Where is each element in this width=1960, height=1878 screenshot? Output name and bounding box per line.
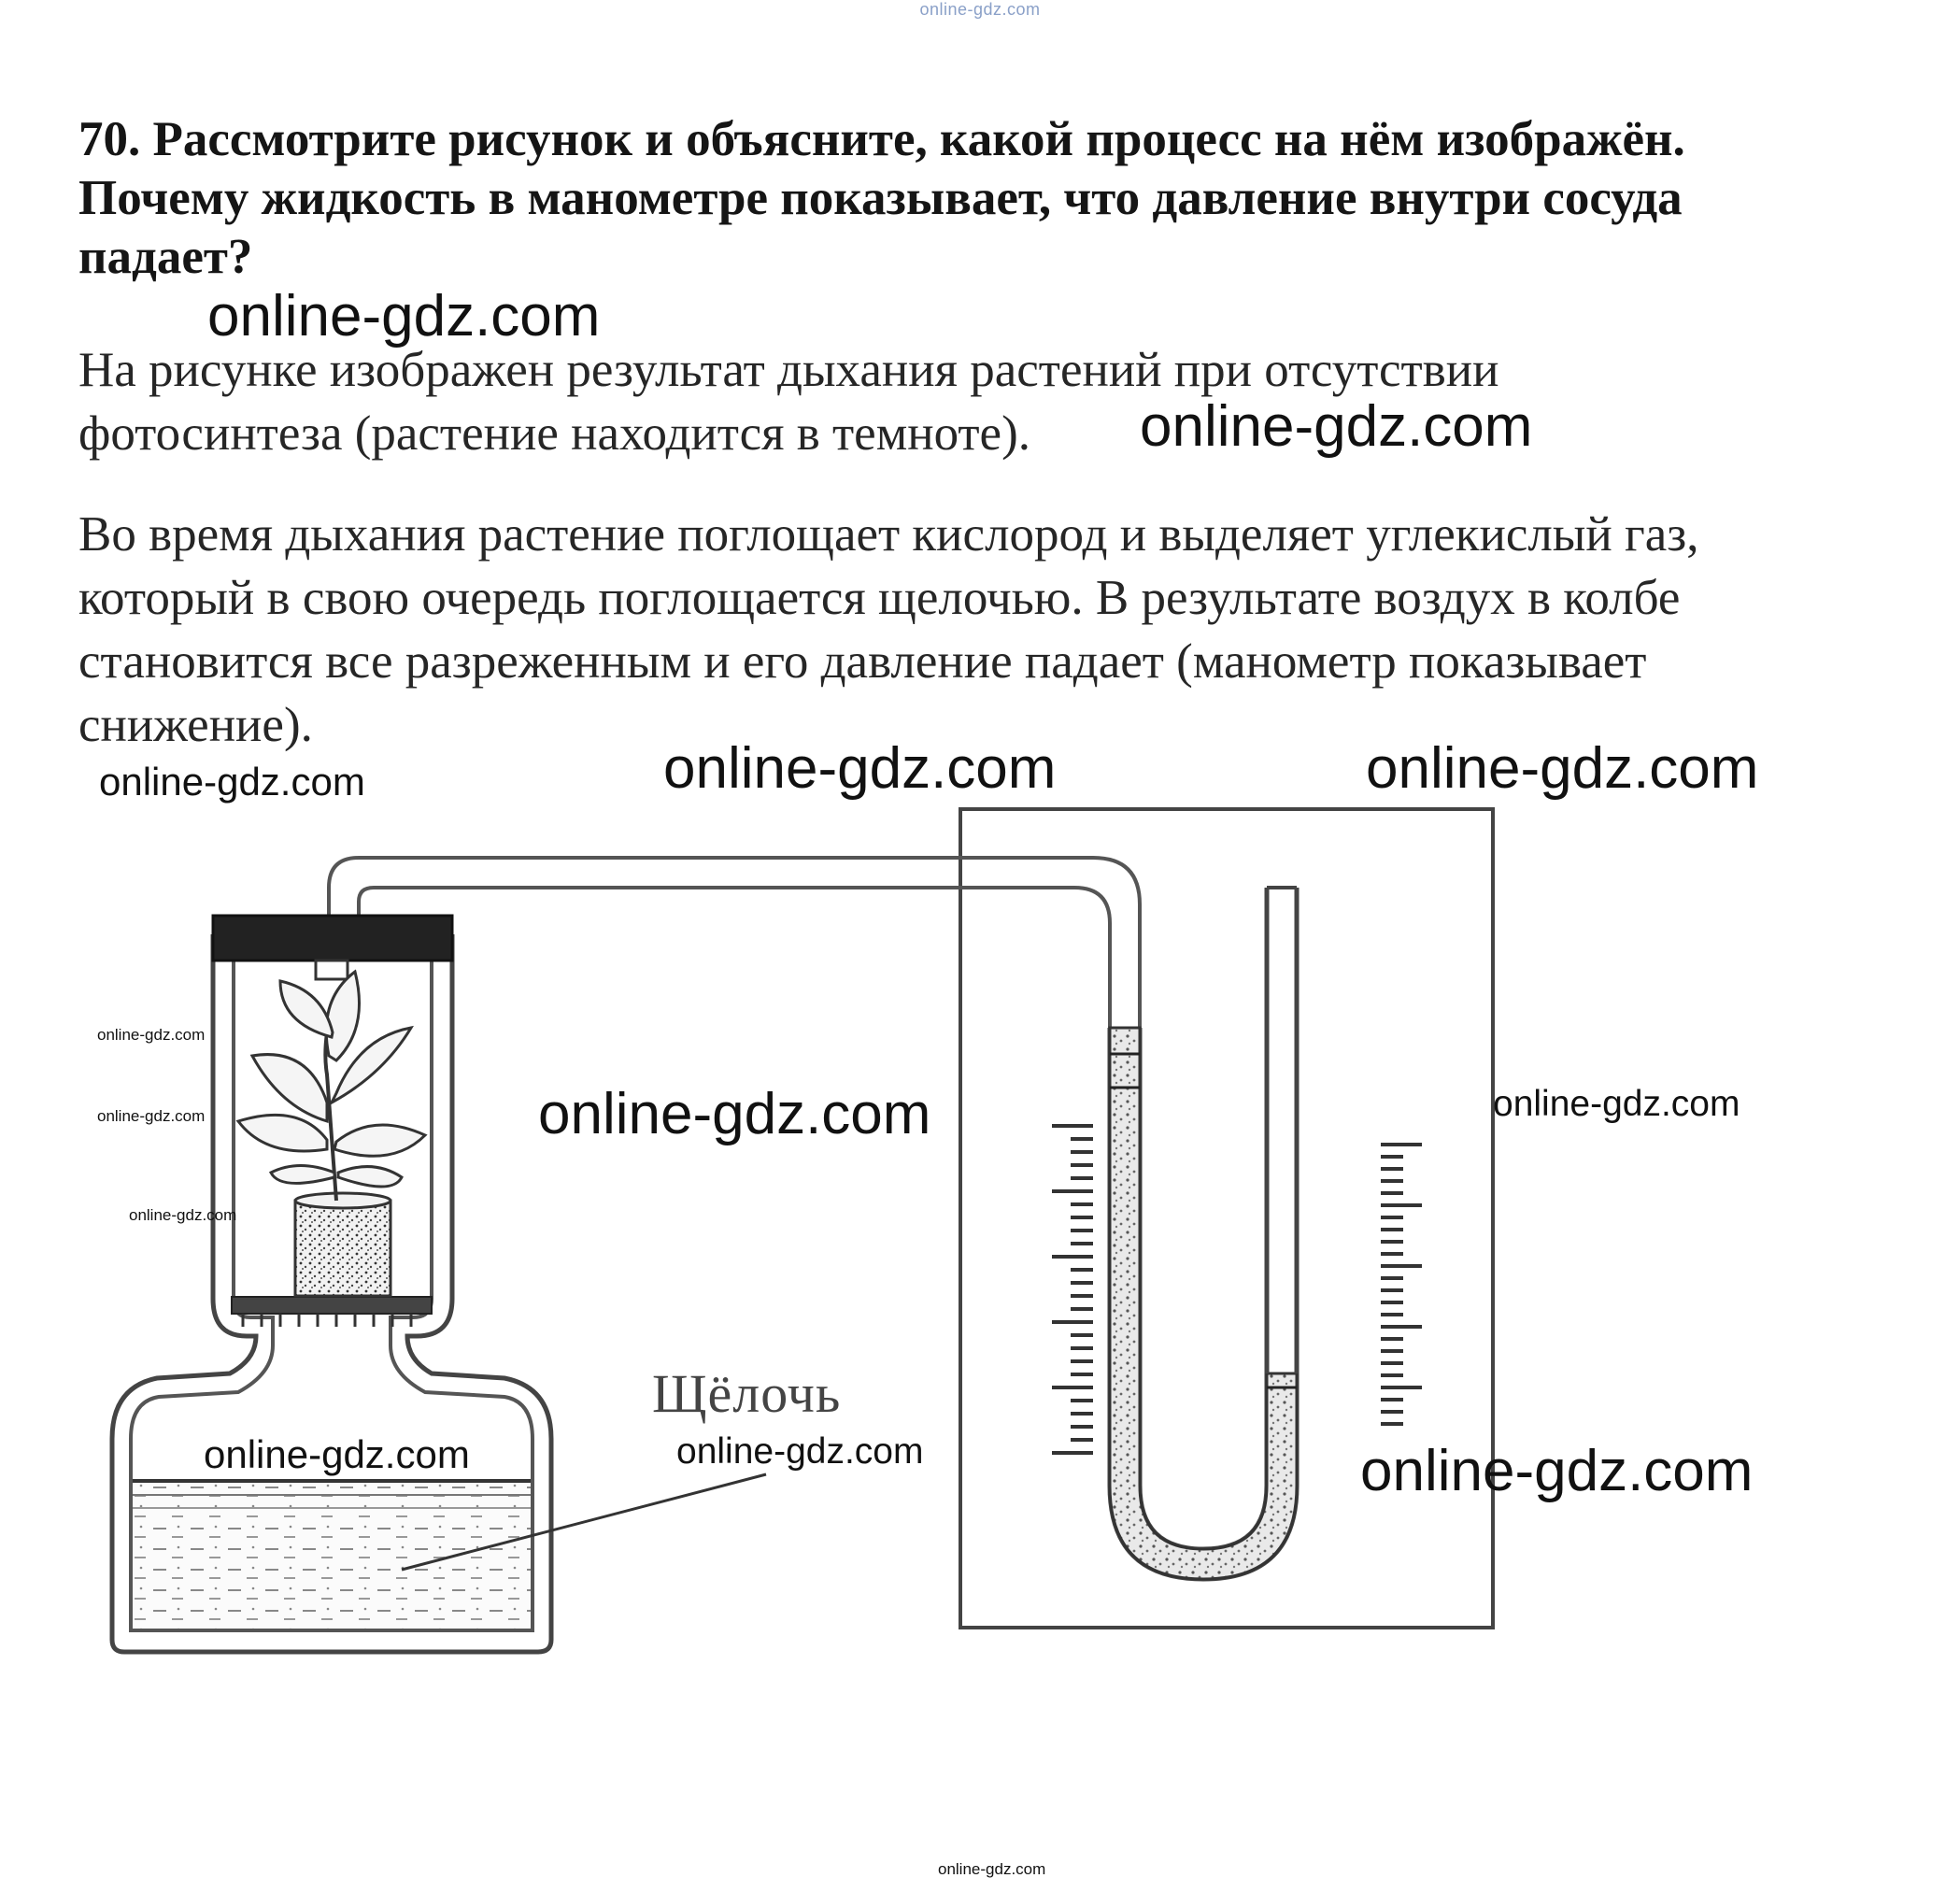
- watermark-text: online-gdz.com: [207, 284, 601, 349]
- watermark-text: online-gdz.com: [663, 736, 1057, 801]
- alkali-label: Щёлочь: [652, 1363, 842, 1424]
- watermark-text: online-gdz.com: [538, 1082, 931, 1146]
- right-scale: [1381, 1145, 1422, 1424]
- answer-line: становится все разреженным и его давление падает (манометр показывает: [78, 634, 1647, 689]
- question-line: падает?: [78, 230, 253, 284]
- plant: [238, 972, 425, 1296]
- watermark-text: online-gdz.com: [1140, 394, 1533, 459]
- answer-line: снижение).: [78, 698, 313, 752]
- watermark-text: online-gdz.com: [1360, 1439, 1754, 1503]
- top-watermark: online-gdz.com: [919, 0, 1041, 19]
- watermark-text: online-gdz.com: [99, 760, 365, 804]
- watermark-text: online-gdz.com: [129, 1206, 237, 1224]
- answer-line: который в свою очередь поглощается щелочью. В результате воздух в колбе: [78, 571, 1681, 625]
- answer-line: фотосинтеза (растение находится в темноте).: [78, 406, 1030, 461]
- left-scale: [1052, 1126, 1093, 1453]
- watermark-text: online-gdz.com: [97, 1026, 206, 1044]
- watermark-text: online-gdz.com: [1366, 736, 1759, 801]
- answer-line: Во время дыхания растение поглощает кислород и выделяет углекислый газ,: [78, 507, 1699, 562]
- watermark-text: online-gdz.com: [938, 1860, 1046, 1878]
- watermark-text: online-gdz.com: [97, 1107, 206, 1125]
- watermark-text: online-gdz.com: [204, 1432, 470, 1476]
- answer-line: На рисунке изображен результат дыхания растений при отсутствии: [78, 343, 1499, 397]
- watermark-text: online-gdz.com: [676, 1431, 924, 1472]
- manometer-board: [960, 809, 1493, 1628]
- question-line: Почему жидкость в манометре показывает, что давление внутри сосуда: [78, 171, 1683, 225]
- watermark-text: online-gdz.com: [1493, 1084, 1740, 1124]
- question-line: 70. Рассмотрите рисунок и объясните, какой процесс на нём изображён.: [78, 112, 1685, 166]
